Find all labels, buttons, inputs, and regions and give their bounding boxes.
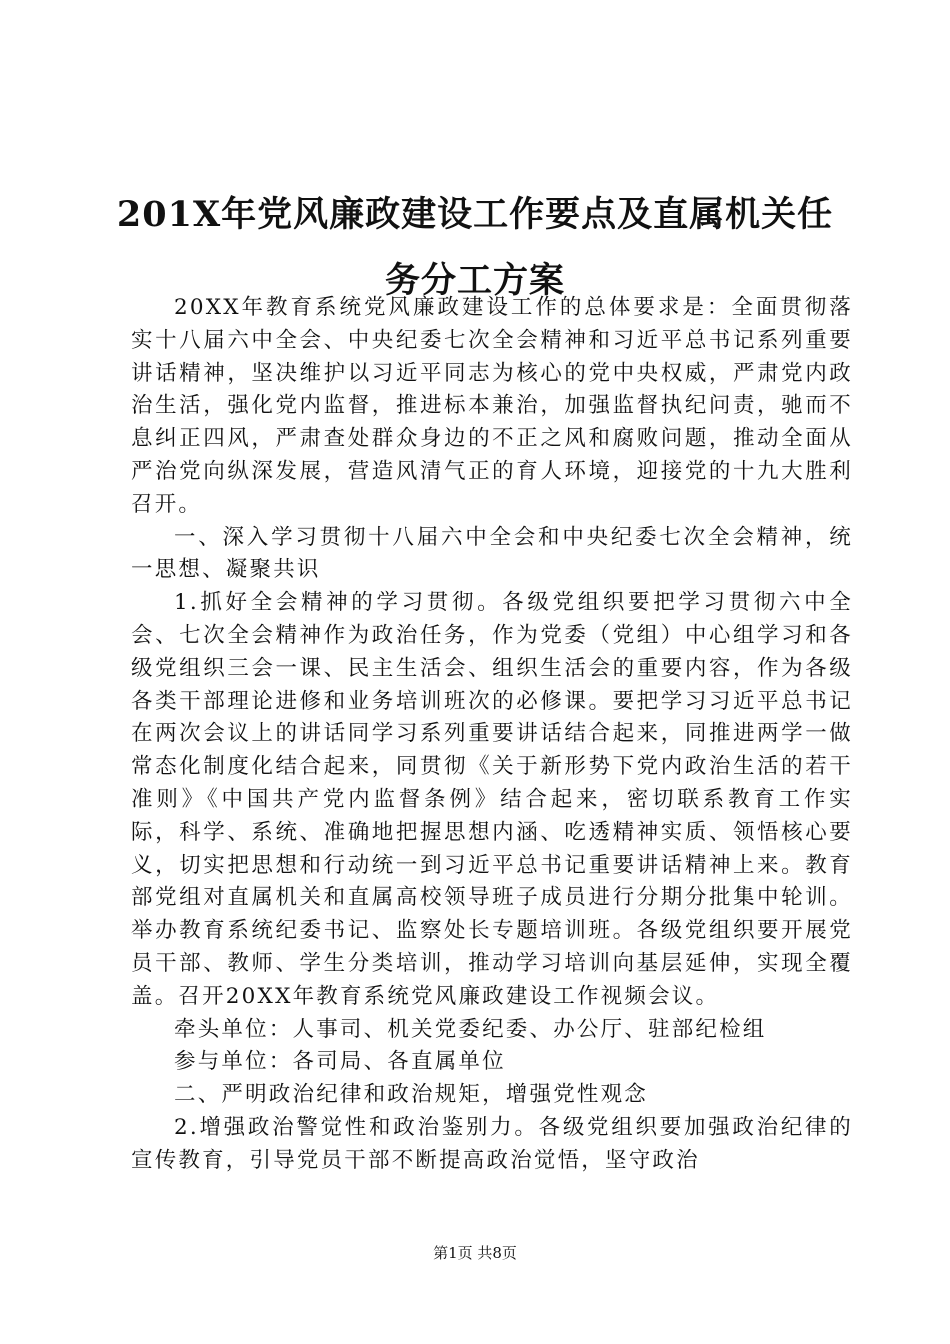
paragraph-intro: 20XX年教育系统党风廉政建设工作的总体要求是：全面贯彻落实十八届六中全会、中央纪委七次全会精神和习近平总书记系列重要讲话精神，坚决维护以习近平同志为核心的党中央权威，严肃党内政治生活，强化党内监督，推进标本兼治，加强监督执纪问责，驰而不息纠正四风，严肃查处群众身边的不正之风和腐败问题，推动全面从严治党向纵深发展，营造风清气正的育人环境，迎接党的十九大胜利召开。: [131, 295, 853, 517]
title-line-1: 201X年党风廉政建设工作要点及直属机关任: [116, 194, 834, 235]
section-heading-1: 一、深入学习贯彻十八届六中全会和中央纪委七次全会精神，统一思想、凝聚共识: [131, 524, 853, 583]
lead-units: 牵头单位：人事司、机关党委纪委、办公厅、驻部纪检组: [174, 1016, 767, 1042]
paragraph-item-2: 2.增强政治警觉性和政治鉴别力。各级党组织要加强政治纪律的宣传教育，引导党员干部不断提高政治觉悟，坚守政治: [131, 1114, 853, 1173]
title-line-2: 务分工方案: [384, 260, 565, 301]
document-body: [131, 292, 853, 1178]
page-footer: 第1页 共8页: [433, 1244, 517, 1262]
paragraph-item-1: 1.抓好全会精神的学习贯彻。各级党组织要把学习贯彻六中全会、七次全会精神作为政治任务，作为党委（党组）中心组学习和各级党组织三会一课、民主生活会、组织生活会的重要内容，作为各级各类干部理论进修和业务培训班次的必修课。要把学习习近平总书记在两次会议上的讲话同学习系列重要讲话结合起来，同推进两学一做常态化制度化结合起来，同贯彻《关于新形势下党内政治生活的若干准则》《中国共产党内监督条例》结合起来，密切联系教育工作实际，科学、系统、准确地把握思想内涵、吃透精神实质、领悟核心要义，切实把思想和行动统一到习近平总书记重要讲话精神上来。教育部党组对直属机关和直属高校领导班子成员进行分期分批集中轮训。举办教育系统纪委书记、监察处长专题培训班。各级党组织要开展党员干部、教师、学生分类培训，推动学习培训向基层延伸，实现全覆盖。召开20XX年教育系统党风廉政建设工作视频会议。: [131, 590, 853, 1009]
participating-units: 参与单位：各司局、各直属单位: [174, 1049, 506, 1075]
section-heading-2: 二、严明政治纪律和政治规矩，增强党性观念: [174, 1082, 649, 1108]
